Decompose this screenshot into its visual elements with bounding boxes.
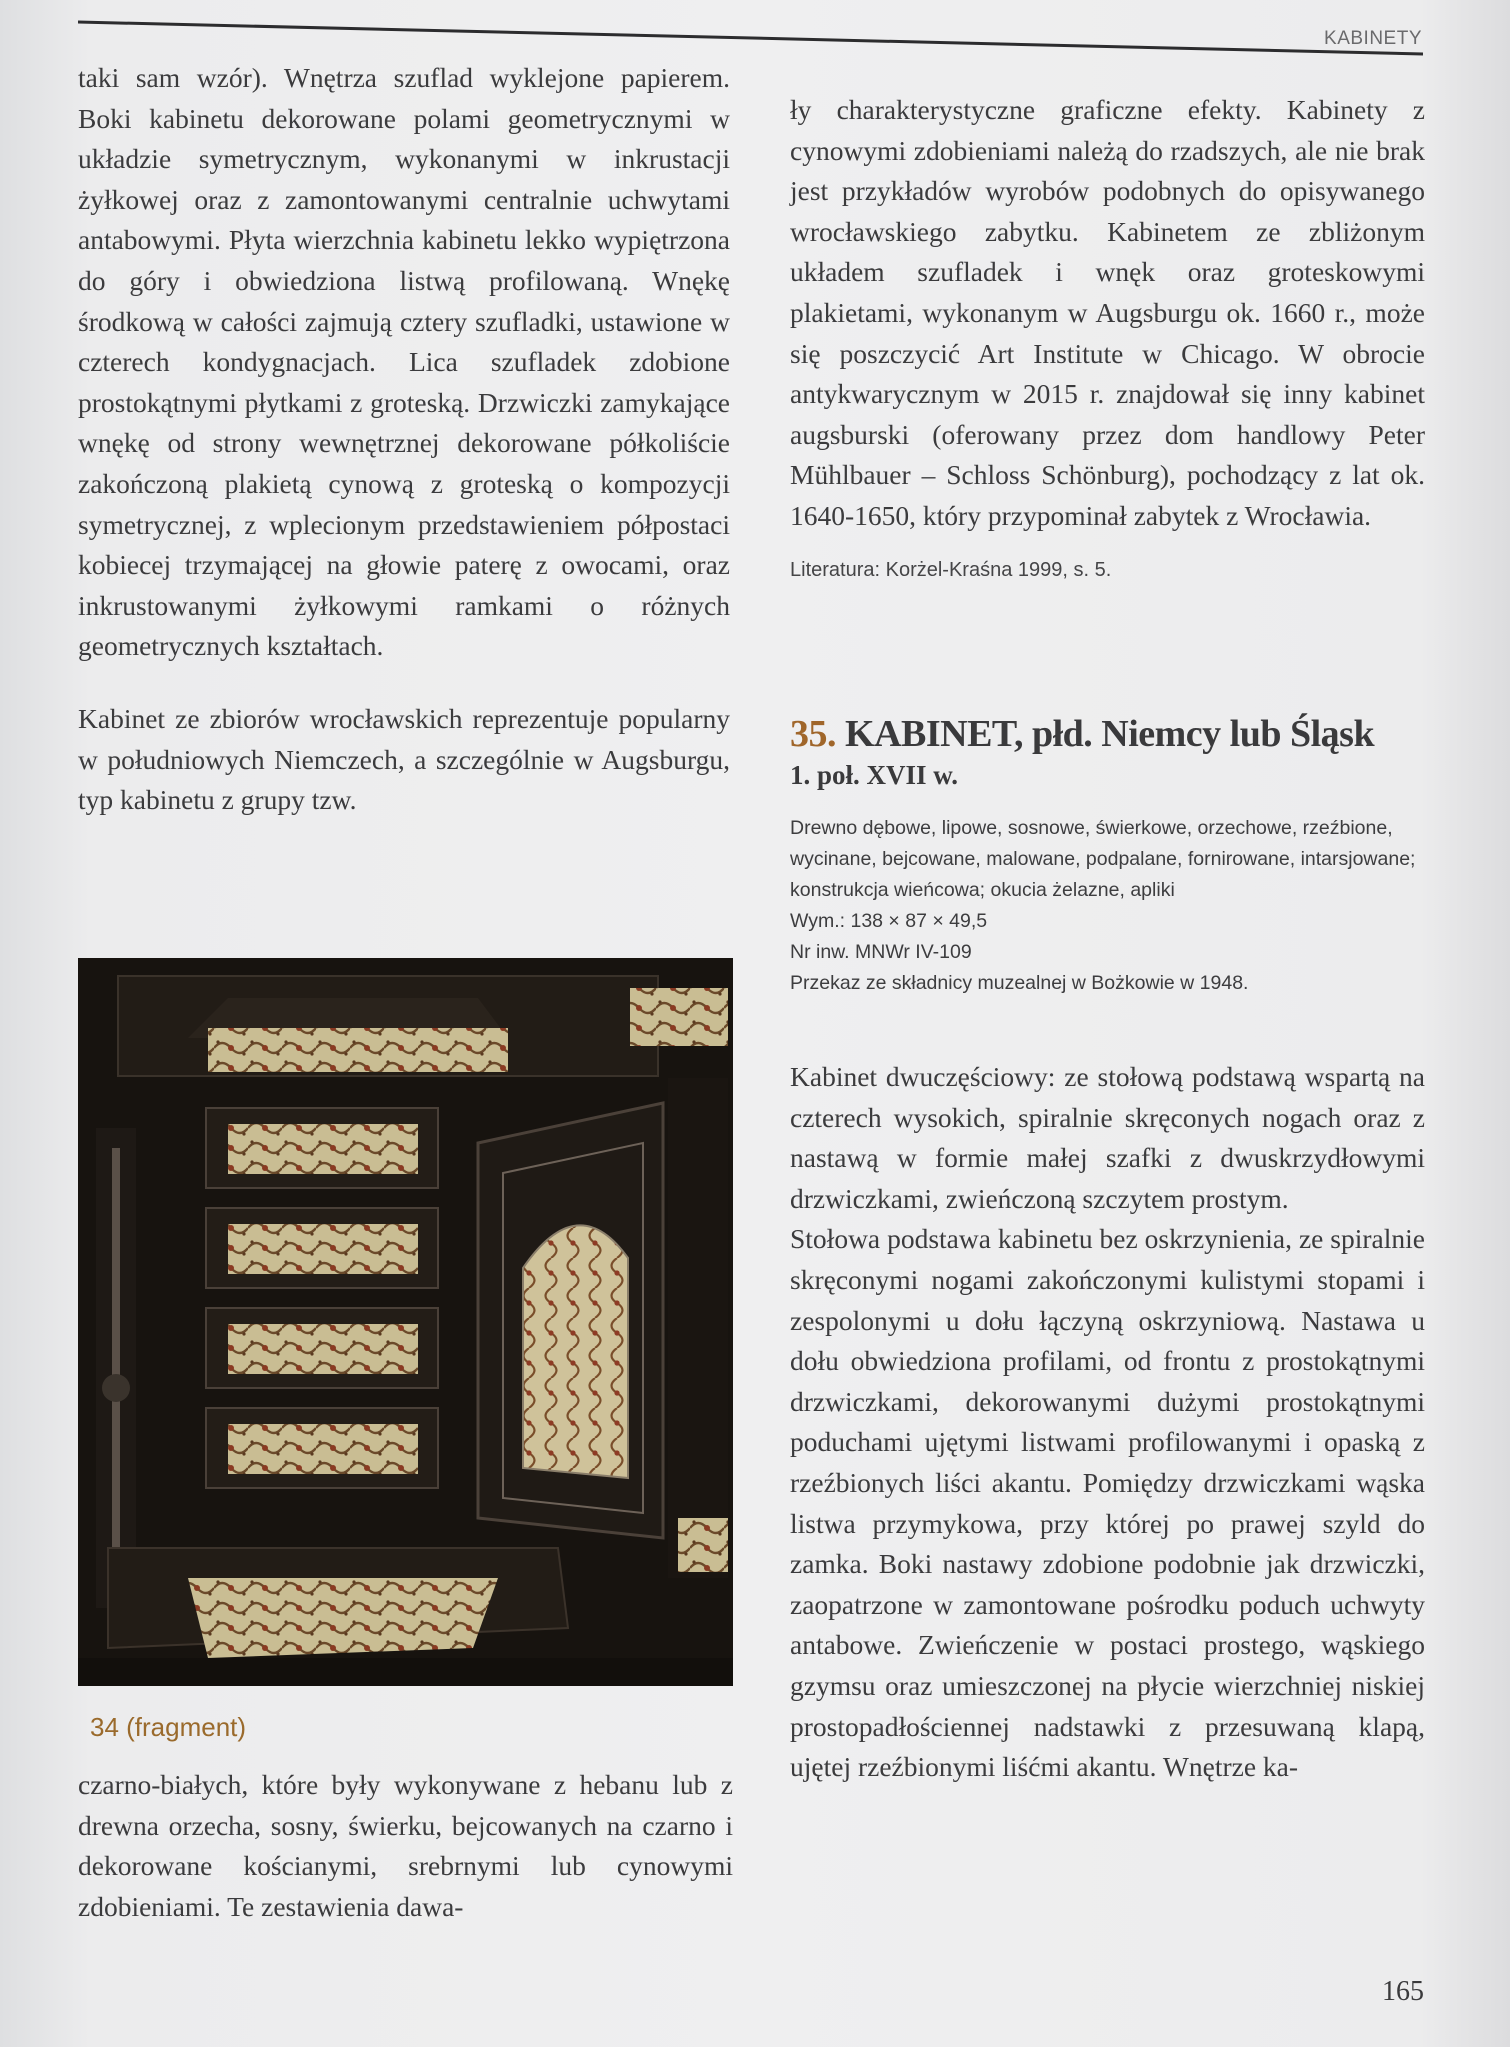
literature-reference: Literatura: Korżel-Kraśna 1999, s. 5. (790, 558, 1112, 581)
catalog-entry-header (790, 712, 1430, 999)
figure-caption: 34 (fragment) (90, 1712, 247, 1742)
entry-materials: Drewno dębowe, lipowe, sosnowe, świerkowe, orzechowe, rzeźbione, wycinane, bejcowane, malowane, podpalane, fornirowane, intarsjowane; konstrukcja wieńcowa; okucia żelazne, apliki (790, 817, 1416, 901)
left-column-bottom (78, 1765, 733, 1927)
section-label: KABINETY (1324, 28, 1422, 49)
page-number: 165 (1382, 1976, 1424, 2007)
open-door (478, 1078, 728, 1578)
cabinet-fragment-photo (78, 958, 733, 1686)
right-paragraph-1: ły charakterystyczne graficzne efekty. Kabinety z cynowymi zdobieniami należą do rzadszych, ale nie brak jest przykładów wyrobów podobnych do opisywanego wrocławskiego zabytku. Kabinetem ze zbliżonym układem szufladek i wnęk oraz groteskowymi plakietami, wykonanym w Augsburgu ok. 1660 r., może się poszczycić Art Institute w Chicago. W obrocie antykwarycznym w 2015 r. znajdował się inny kabinet augsburski (oferowany przez dom handlowy Peter Mühlbauer – Schloss Schönburg), pochodzący z lat ok. 1640-1650, który przypominał zabytek z Wrocławia. (790, 94, 1425, 531)
entry-metadata (790, 813, 1430, 999)
cabinet-illustration (78, 958, 733, 1686)
entry-provenance: Przekaz ze składnicy muzealnej w Bożkowie w 1948. (790, 972, 1249, 994)
left-paragraph-1: taki sam wzór). Wnętrza szuflad wyklejone papierem. Boki kabinetu dekorowane polami geometrycznymi w układzie symetrycznym, wykonanymi w inkrustacji żyłkowej oraz z zamontowanymi centralnie uchwytami antabowymi. Płyta wierzchnia kabinetu lekko wypiętrzona do góry i obwiedziona listwą profilowaną. Wnękę środkową w całości zajmują cztery szufladki, ustawione w czterech kondygnacjach. Lica szufladek zdobione prostokątnymi płytkami z groteską. Drzwiczki zamykające wnękę od strony wewnętrznej dekorowane półkoliście zakończoną plakietą cynową z groteską o kompozycji symetrycznej, z wplecionym przedstawieniem półpostaci kobiecej trzymającej na głowie paterę z owocami, oraz inkrustowanymi żyłkowymi ramkami o różnych geometrycznych kształtach. (78, 62, 730, 662)
entry-date: 1. poł. XVII w. (790, 760, 959, 790)
right-column (790, 90, 1425, 582)
entry-title-text: KABINET, płd. Niemcy lub Śląsk (845, 713, 1375, 755)
entry-title (790, 712, 1430, 756)
header-rule (78, 20, 1423, 56)
left-paragraph-2: Kabinet ze zbiorów wrocławskich reprezentuje popularny w południowych Niemczech, a szczególnie w Augsburgu, typ kabinetu z grupy tzw. (78, 702, 730, 816)
right-paragraph-2: Kabinet dwuczęściowy: ze stołową podstawą wspartą na czterech wysokich, spiralnie skręconych nogach oraz z nastawą w formie małej szafki z dwuskrzydłowymi drzwiczkami, zwieńczoną szczytem prostym. (790, 1061, 1425, 1214)
left-paragraph-3: czarno-białych, które były wykonywane z hebanu lub z drewna orzecha, sosny, świerku, bejcowanych na czarno i dekorowane kościanymi, srebrnymi lub cynowymi zdobieniami. Te zestawienia dawa- (78, 1769, 733, 1922)
left-column (78, 58, 730, 821)
right-column-bottom (790, 1057, 1425, 1788)
right-paragraph-3: Stołowa podstawa kabinetu bez oskrzynienia, ze spiralnie skręconymi nogami zakończonymi kulistymi stopami i zespolonymi u dołu łączyną oskrzyniową. Nastawa u dołu obwiedziona profilami, od frontu z prostokątnymi drzwiczkami, dekorowanymi dużymi prostokątnymi poduchami ujętymi listwami profilowanymi i opaską z rzeźbionych liści akantu. Pomiędzy drzwiczkami wąska listwa przymykowa, przy której po prawej szyld do zamka. Boki nastawy zdobione podobnie jak drzwiczki, zaopatrzone w zamontowane pośrodku poduch uchwyty antabowe. Zwieńczenie w postaci prostego, wąskiego gzymsu oraz umieszczonej na płycie wierzchniej niskiej prostopadłościennej nadstawki z przesuwaną klapą, ujętej rzeźbionymi liśćmi akantu. Wnętrze ka- (790, 1223, 1425, 1783)
entry-inventory-number: Nr inw. MNWr IV-109 (790, 941, 972, 963)
entry-number: 35. (790, 713, 836, 755)
entry-dimensions: Wym.: 138 × 87 × 49,5 (790, 910, 988, 932)
